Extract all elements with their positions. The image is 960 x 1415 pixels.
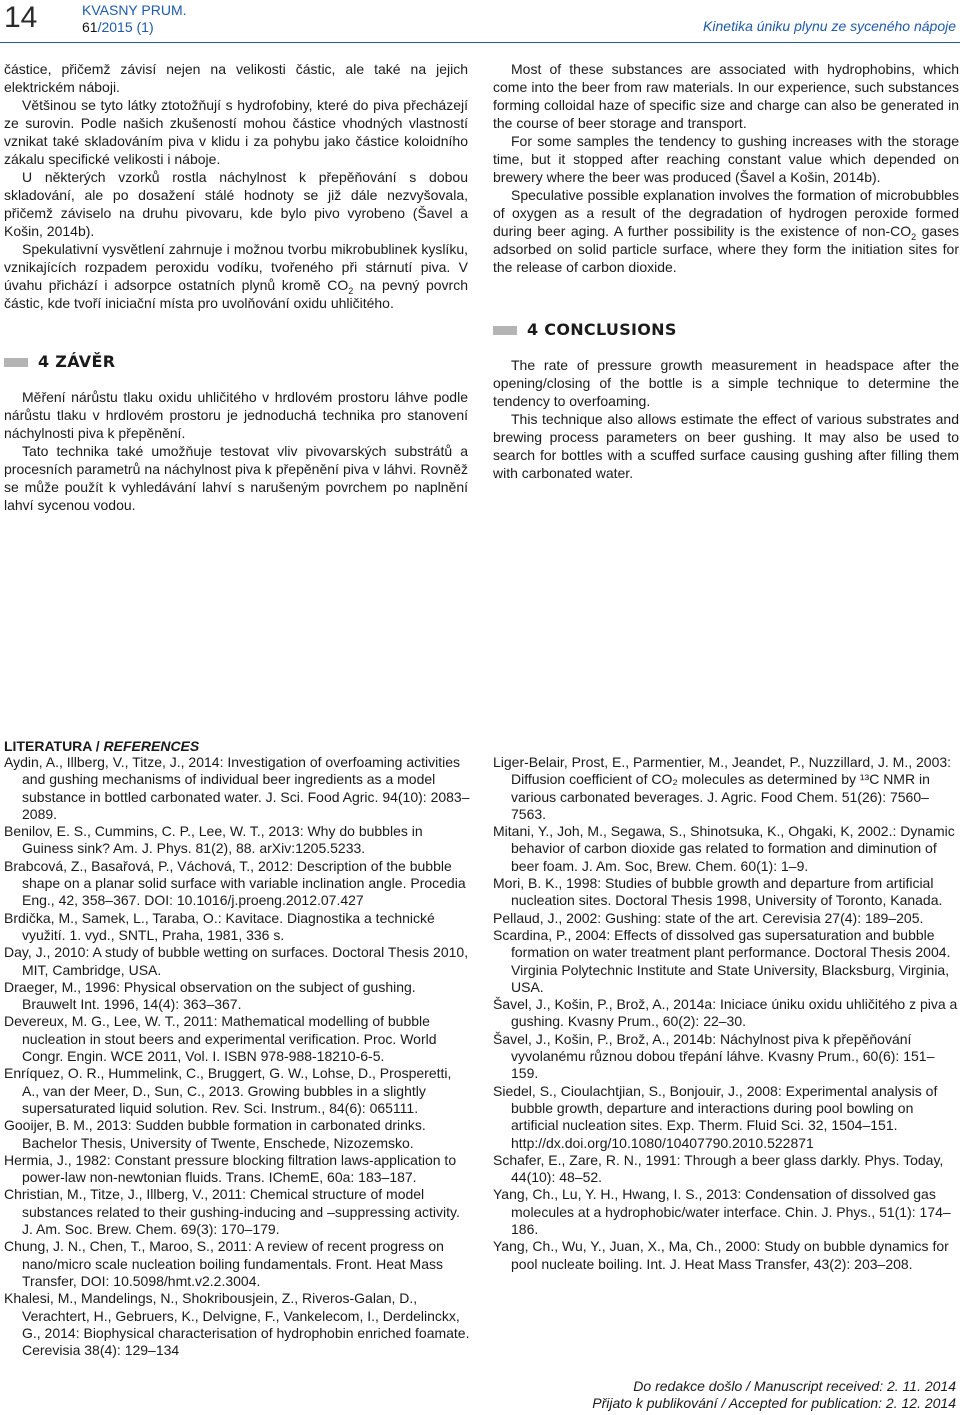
reference-item: Liger-Belair, Prost, E., Parmentier, M., Jeandet, P., Nuzzillard, J. M., 2003: Diffusion coefficient of CO₂ molecules as determined by ¹³C NMR in various carbonated beverages. J. Agric. Food Chem. 51(26): 7560–7563. (493, 754, 952, 822)
paragraph-with-subscript (4, 240, 468, 312)
running-title: Kinetika úniku plynu ze syceného nápoje (703, 18, 956, 34)
received-date: Do redakce došlo / Manuscript received: 2. 11. 2014 (633, 1378, 956, 1394)
journal-info (82, 2, 187, 36)
reference-item: Brdička, M., Samek, L., Taraba, O.: Kavitace. Diagnostika a technické využití. 1. vyd., SNTL, Praha, 1981, 336 s. (4, 909, 435, 943)
journal-issue (82, 19, 187, 36)
references-title-cz: LITERATURA / (4, 738, 104, 754)
reference-item: Christian, M., Titze, J., Illberg, V., 2011: Chemical structure of model substances related to their gushing-inducing and –suppressing activity. J. Am. Soc. Brew. Chem. 69(3): 170–179. (4, 1186, 460, 1238)
reference-item: Day, J., 2010: A study of bubble wetting on surfaces. Doctoral Thesis 2010, MIT, Cambridge, USA. (4, 944, 469, 978)
manuscript-dates (592, 1378, 956, 1412)
reference-item: Hermia, J., 1982: Constant pressure blocking filtration laws-application to power-law non-newtonian fluids. Trans. IChemE, 60a: 183–187. (4, 1151, 457, 1186)
references-right (493, 754, 959, 1273)
paragraph-with-subscript (493, 186, 959, 276)
paragraph: The rate of pressure growth measurement in headspace after the opening/closing of the bottle is a simple technique to determine the tendency to overfoaming. (493, 357, 959, 409)
reference-item: Gooijer, B. M., 2013: Sudden bubble formation in carbonated drinks. Bachelor Thesis, University of Twente, Enschede, Nizozemsko. (4, 1117, 426, 1151)
paragraph: Tato technika také umožňuje testovat vliv pivovarských substrátů a procesních parametrů na náchylnost piva k přepěnění piva v láhvi. Rovněž se může použít k vyhledávání lahví s narušeným povrchem po naplnění lahví sycenou vodou. (4, 443, 468, 513)
reference-item: Khalesi, M., Mandelings, N., Shokribousjein, Z., Riveros-Galan, D., Verachtert, H., Gebruers, K., Delvigne, F., Vankelecom, I., Derdelinckx, G., 2014: Biophysical characterisation of hydrophobin enriched foamate. Cerevisia 38(4): 129–134 (4, 1290, 470, 1359)
reference-item: Šavel, J., Košin, P., Brož, A., 2014b: Náchylnost piva k přepěňování vyvolanému různou dobou třepání láhve. Kvasny Prum., 60(6): 151–159. (493, 1030, 935, 1082)
reference-item: Pellaud, J., 2002: Gushing: state of the art. Cerevisia 27(4): 189–205. (493, 909, 924, 926)
section-title: 4 CONCLUSIONS (527, 320, 677, 339)
right-column-conclusion (493, 356, 959, 482)
paragraph: Most of these substances are associated with hydrophobins, which come into the beer from raw materials. In our experience, such substances forming colloidal haze of specific size and charge can also be generated in the course of beer storage and transport. (493, 61, 959, 131)
reference-item: Yang, Ch., Wu, Y., Juan, X., Ma, Ch., 2000: Study on bubble dynamics for pool nucleate boiling. Int. J. Heat Mass Transfer, 43(2): 203–208. (493, 1238, 949, 1272)
paragraph: Měření nárůstu tlaku oxidu uhličitého v hrdlovém prostoru láhve podle nárůstu tlaku v hrdlovém prostoru je jednoduchá technika pro stanovení náchylnosti piva k přepěnění. (4, 389, 468, 441)
reference-item: Scardina, P., 2004: Effects of dissolved gas supersaturation and bubble formation on water treatment plant performance. Doctoral Thesis 2004. Virginia Polytechnic Institute and State University, Blacksburg, Virginia, USA. (493, 926, 951, 995)
reference-item: Draeger, M., 1996: Physical observation on the subject of gushing. Brauwelt Int. 1996, 14(4): 363–367. (4, 978, 416, 1013)
references-title-en: REFERENCES (103, 738, 200, 754)
page-number: 14 (4, 1, 38, 34)
reference-item: Schafer, E., Zare, R. N., 1991: Through a beer glass darkly. Phys. Today, 44(10): 48–52. (493, 1151, 944, 1186)
paragraph-text: na pevný povrch částic, kde tvoří iniciační místa pro uvolňování oxidu uhličitého. (4, 277, 468, 311)
section-heading-conclusions (493, 320, 677, 339)
reference-item: Chung, J. N., Chen, T., Maroo, S., 2011: A review of recent progress on nano/micro scale nucleation boiling fundamentals. Front. Heat Mass Transfer, DOI: 10.5098/hmt.v2.2.3004. (4, 1238, 444, 1289)
reference-item: Mitani, Y., Joh, M., Segawa, S., Shinotsuka, K., Ohgaki, K, 2002.: Dynamic behavior of carbon dioxide gas related to formation and diminution of beer foam. J. Am. Soc, Brew. Chem. 60(1): 1–9. (493, 823, 955, 874)
paragraph-text: Spekulativní vysvětlení zahrnuje i možnou tvorbu mikrobublinek kyslíku, vznikajících rozpadem peroxidu vodíku, tvořeného při stárnutí piva. V úvahu přichází i adsorpce ostatních plynů kromě CO (4, 241, 468, 293)
paragraph: Většinou se tyto látky ztotožňují s hydrofobiny, které do piva přecházejí ze surovin. Podle našich zkušeností mohou částice vhodných vlastností vznikat také skladováním piva v klidu i za pohybu jako částice koloidního zákalu specifické velikosti i náboje. (4, 97, 468, 167)
left-column-body (4, 60, 468, 312)
references-left (4, 754, 470, 1359)
section-bar-icon (493, 326, 517, 335)
reference-item: Šavel, J., Košin, P., Brož, A., 2014a: Iniciace úniku oxidu uhličitého z piva a gushing. Kvasny Prum., 60(2): 22–30. (493, 996, 958, 1030)
paragraph: This technique also allows estimate the effect of various substrates and brewing process parameters on beer gushing. It may also be used to search for bottles with a scuffed surface causing gushing after filling them with carbonated water. (493, 411, 959, 481)
reference-item: Siedel, S., Cioulachtjian, S., Bonjouir, J., 2008: Experimental analysis of bubble growth, departure and interactions during pool bowling on artificial nucleation sites. Exp. Therm. Fluid Sci. 32, 1504–151. http://dx.doi.org/10.1080/10407790.2010.522871 (493, 1082, 938, 1151)
paragraph-text: Speculative possible explanation involves the formation of microbubbles of oxygen as a result of the degradation of hydrogen peroxide formed during beer aging. A further possibility is the existence of non-CO (493, 187, 959, 239)
journal-issue-number: /2015 (1) (97, 19, 154, 35)
paragraph-text: gases adsorbed on solid particle surface, where they form the initiation sites for the release of carbon dioxide. (493, 223, 960, 275)
paragraph: U některých vzorků rostla náchylnost k přepěňování s dobou skladování, ale po dosažení stálé hodnoty se již dále nezvyšovala, přičemž záviselo na druhu pivovaru, kde bylo pivo vyrobeno (Šavel a Košin, 2014b). (4, 169, 468, 239)
section-title: 4 ZÁVĚR (38, 352, 116, 371)
reference-item: Benilov, E. S., Cummins, C. P., Lee, W. T., 2013: Why do bubbles in Guiness sink? Am. J. Phys. 81(2), 88. arXiv:1205.5233. (4, 823, 423, 857)
reference-item: Aydin, A., Illberg, V., Titze, J., 2014: Investigation of overfoaming activities and gushing mechanisms of individual beer ingredients as a model substance in bottled carbonated water. J. Sci. Food Agric. 94(10): 2083–2089. (4, 754, 470, 822)
reference-item: Enríquez, O. R., Hummelink, C., Bruggert, G. W., Lohse, D., Prosperetti, A., van der Meer, D., Sun, C., 2013. Growing bubbles in a slightly supersaturated liquid solution. Rev. Sci. Instrum., 84(6): 065111. (4, 1065, 452, 1116)
journal-volume: 61 (82, 19, 98, 35)
reference-item: Devereux, M. G., Lee, W. T., 2011: Mathematical modelling of bubble nucleation in stout beers and experimental verification. Proc. World Congr. Engin. WCE 2011, Vol. I. ISBN 978-988-18210-6-5. (4, 1013, 437, 1065)
journal-name: KVASNY PRUM. (82, 2, 187, 18)
subscript: 2 (348, 285, 354, 296)
section-bar-icon (4, 358, 28, 367)
header-rule (0, 42, 960, 43)
right-column-body (493, 60, 959, 276)
reference-item: Yang, Ch., Lu, Y. H., Hwang, I. S., 2013: Condensation of dissolved gas molecules at a hydrophobic/water interface. Chin. J. Phys., 51(1): 174–186. (493, 1186, 951, 1238)
left-column-conclusion (4, 388, 468, 514)
paragraph: For some samples the tendency to gushing increases with the storage time, but it stopped after reaching constant value which depended on brewery where the beer was produced (Šavel a Košin, 2014b). (493, 133, 959, 185)
references-title (4, 738, 199, 754)
subscript: 2 (911, 231, 917, 242)
paragraph: částice, přičemž závisí nejen na velikosti částic, ale také na jejich elektrickém náboji. (4, 61, 468, 95)
section-heading-zaver (4, 352, 115, 371)
page-header (0, 0, 960, 44)
reference-item: Mori, B. K., 1998: Studies of bubble growth and departure from artificial nucleation sites. Doctoral Thesis 1998, University of Toronto, Kanada. (493, 875, 943, 909)
accepted-date: Přijato k publikování / Accepted for publication: 2. 12. 2014 (592, 1395, 956, 1411)
reference-item: Brabcová, Z., Basařová, P., Váchová, T., 2012: Description of the bubble shape on a planar solid surface with variable inclination angle. Procedia Eng., 42, 358–367. DOI: 10.1016/j.proeng.2012.07.427 (4, 857, 466, 909)
